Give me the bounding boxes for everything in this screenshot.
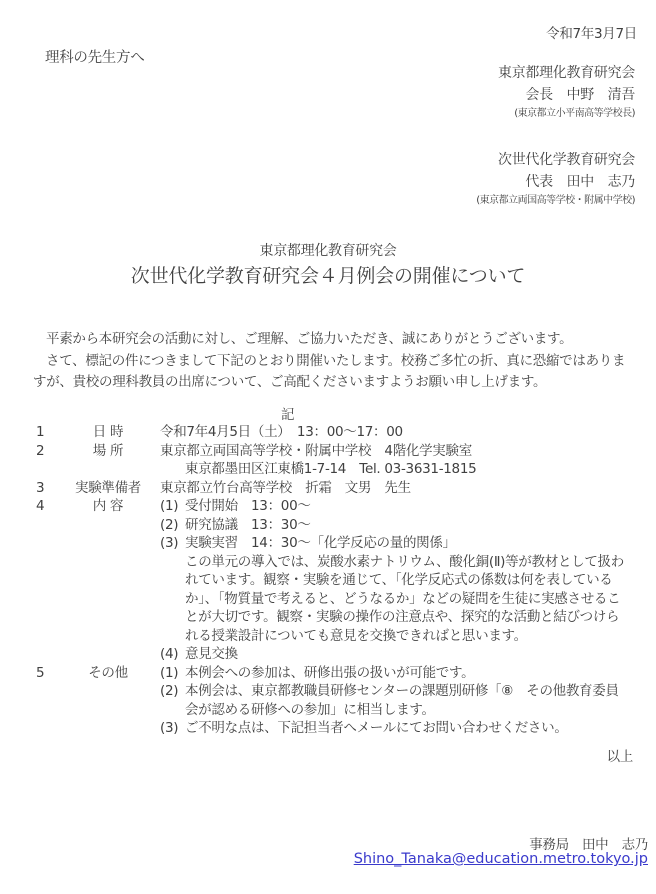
subitem-text: 受付開始 13：00～	[185, 498, 311, 514]
subitem-exchange	[160, 645, 627, 664]
subitem-marker: (1)	[160, 498, 179, 514]
heading-org-name: 東京都理化教育研究会	[259, 243, 397, 259]
item-label: 内 容	[92, 498, 124, 514]
subitem-experiment	[160, 534, 627, 645]
subitem-text: 本例会への参加は、研修出張の扱いが可能です。	[185, 664, 475, 681]
list-item-place	[33, 442, 627, 479]
sender2-org-name: 次世代化学教育研究会	[498, 152, 635, 168]
sender1-representative: 会長 中野 清吾	[525, 87, 635, 103]
subitem-training-center	[160, 682, 627, 719]
subitem-text: 研究協議 13：30～	[185, 516, 311, 533]
subitem-discussion	[160, 516, 627, 535]
item-content	[150, 664, 627, 738]
subitem-training-trip	[160, 664, 627, 683]
document-title: 次世代化学教育研究会４月例会の開催について	[130, 265, 526, 287]
list-item-others	[33, 664, 627, 738]
record-marker: 記	[281, 407, 295, 423]
item-number: 5	[36, 664, 45, 681]
item-number: 2	[36, 442, 45, 459]
request-paragraph: さて、標記の件につきまして下記のとおり開催いたします。校務ご多忙の折、真に恐縮ではありますが、貴校の理科教員の出席について、ご高配くださいますようお願い申し上げます。	[33, 352, 626, 390]
list-item-datetime	[33, 423, 627, 442]
footer-contact: 事務局 田中 志乃	[529, 837, 648, 853]
salutation: 理科の先生方へ	[45, 50, 145, 66]
sender1-affiliation: (東京都立小平南高等学校長)	[514, 108, 635, 119]
sender1-org-name: 東京都理化教育研究会	[498, 65, 635, 81]
item-label: 場 所	[92, 442, 124, 459]
item-number: 4	[36, 498, 45, 514]
sender2-representative: 代表 田中 志乃	[525, 174, 635, 190]
subitem-marker: (1)	[160, 664, 179, 681]
body-paragraphs	[33, 329, 627, 394]
item-label: 実験準備者	[75, 479, 141, 496]
subitem-text: 意見交換	[185, 646, 238, 662]
item-label: 日 時	[92, 424, 124, 440]
sender-block-kagaku	[476, 149, 635, 209]
subitem-marker: (3)	[160, 535, 179, 551]
item-number: 1	[36, 424, 45, 440]
email-link[interactable]: Shino_Tanaka@education.metro.tokyo.jp	[353, 851, 648, 867]
document-date: 令和7年3月7日	[546, 26, 637, 42]
subitem-text: 本例会は、東京都教職員研修センターの課題別研修「⑧ その他教育委員会が認める研修への参加」に相当します。	[185, 683, 619, 718]
list-item-preparer	[33, 479, 627, 498]
subitem-inquiry	[160, 719, 627, 738]
subitem-marker: (3)	[160, 720, 179, 736]
subitem-text: ご不明な点は、下記担当者へメールにてお問い合わせください。	[185, 720, 568, 736]
experiment-detail: この単元の導入では、炭酸水素ナトリウム、酸化銅(Ⅱ)等が教材として扱われています。観察・実験を通じて、「化学反応式の係数は何を表しているか」、「物質量で考えると、どうなるか」などの疑問を生徒に実感させることが大切です。観察・実験の操作の注意点や、探究的な活動と結びつけられる授業設計についても意見を交換できればと思います。	[185, 553, 624, 644]
item-content	[150, 497, 627, 664]
preparer-value: 東京都立竹台高等学校 折霜 文男 先生	[160, 479, 411, 496]
list-item-contents	[33, 497, 627, 664]
item-label: その他	[88, 664, 128, 681]
subitem-text	[185, 534, 627, 645]
subitem-reception	[160, 497, 627, 516]
item-content	[150, 423, 627, 442]
item-content	[150, 442, 627, 479]
greeting-paragraph: 平素から本研究会の活動に対し、ご理解、ご協力いただき、誠にありがとうございます。	[46, 331, 573, 347]
item-number: 3	[36, 479, 45, 496]
datetime-value: 令和7年4月5日（土） 13：00～17：00	[160, 424, 403, 440]
subitem-marker: (2)	[160, 683, 179, 699]
place-address: 東京都墨田区江東橋1-7-14 Tel. 03-3631-1815	[185, 461, 477, 477]
subitem-marker: (4)	[160, 646, 179, 662]
item-content	[150, 479, 627, 498]
experiment-title: 実験実習 14：30～「化学反応の量的関係」	[185, 535, 456, 551]
closing-ijou: 以上	[606, 749, 633, 765]
agenda-list	[33, 423, 627, 738]
subitem-marker: (2)	[160, 516, 179, 533]
sender-block-rika	[498, 62, 635, 122]
sender2-affiliation: (東京都立両国高等学校・附属中学校)	[476, 195, 635, 206]
place-name: 東京都立両国高等学校・附属中学校 4階化学実験室	[160, 442, 472, 459]
